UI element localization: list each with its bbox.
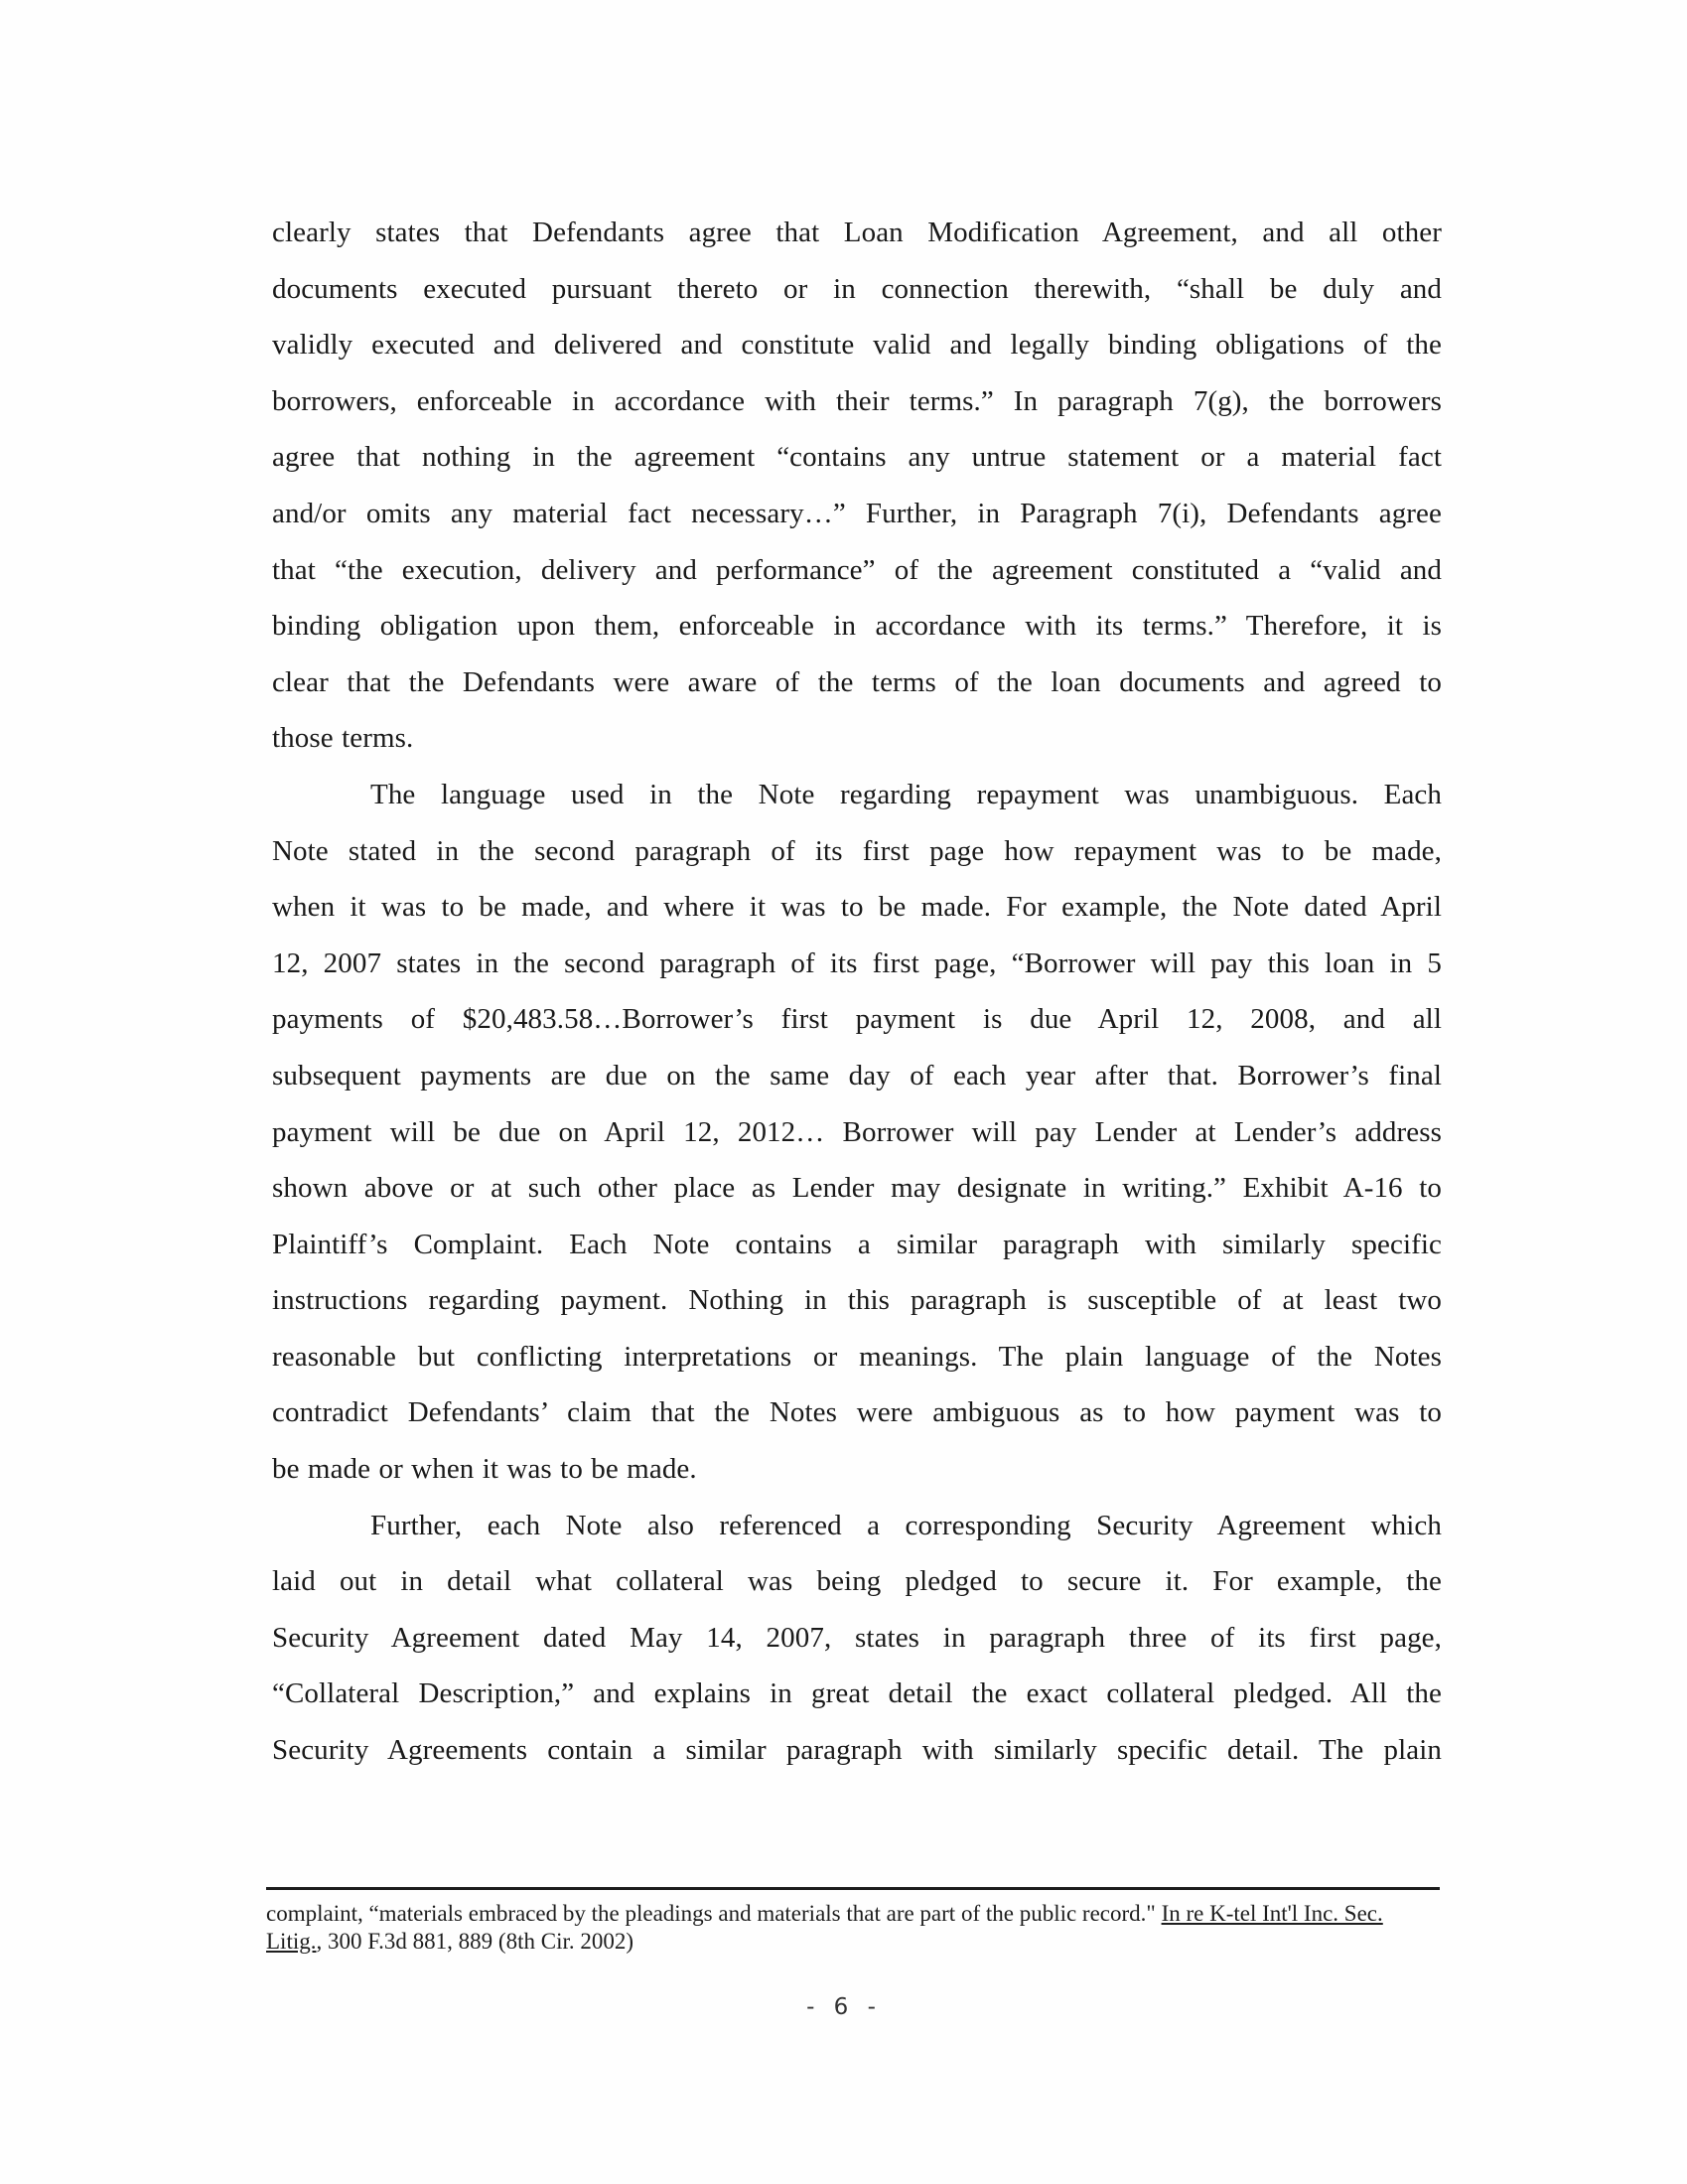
text-line: agree that nothing in the agreement “contains any untrue statement or a material fact bbox=[272, 441, 1442, 474]
text-line: reasonable but conflicting interpretations or meanings. The plain language of the Notes bbox=[272, 1340, 1442, 1373]
text-line: validly executed and delivered and constitute valid and legally binding obligations of the bbox=[272, 329, 1442, 362]
paragraph-security-agreement bbox=[272, 1498, 1442, 1779]
text-line: Security Agreements contain a similar paragraph with similarly specific detail. The plain bbox=[272, 1734, 1442, 1767]
text-line: shown above or at such other place as Lender may designate in writing.” Exhibit A-16 to bbox=[272, 1172, 1442, 1205]
text-line: 12, 2007 states in the second paragraph of its first page, “Borrower will pay this loan in 5 bbox=[272, 946, 1442, 979]
page-number: - 6 - bbox=[806, 1994, 882, 2020]
paragraph-continued bbox=[272, 205, 1442, 767]
text-line: instructions regarding payment. Nothing in this paragraph is susceptible of at least two bbox=[272, 1284, 1442, 1317]
text-line: those terms. bbox=[272, 722, 414, 755]
text-line: payment will be due on April 12, 2012… Borrower will pay Lender at Lender’s address bbox=[272, 1115, 1442, 1148]
text-line: that “the execution, delivery and performance” of the agreement constituted a “valid and bbox=[272, 553, 1442, 586]
footnote-divider bbox=[266, 1887, 1440, 1890]
footnote-citation: , 300 F.3d 881, 889 (8th Cir. 2002) bbox=[316, 1929, 634, 1954]
text-line: binding obligation upon them, enforceable in accordance with its terms.” Therefore, it is bbox=[272, 610, 1442, 643]
text-line: The language used in the Note regarding repayment was unambiguous. Each bbox=[370, 778, 1442, 810]
text-line: Plaintiff’s Complaint. Each Note contains a similar paragraph with similarly specific bbox=[272, 1228, 1442, 1260]
text-line: when it was to be made, and where it was to be made. For example, the Note dated April bbox=[272, 891, 1442, 924]
paragraph-note-language bbox=[272, 767, 1442, 1498]
footnote-text: complaint, “materials embraced by the pleadings and materials that are part of the public record." bbox=[266, 1901, 1162, 1926]
text-line: subsequent payments are due on the same day of each year after that. Borrower’s final bbox=[272, 1059, 1442, 1092]
text-line: Note stated in the second paragraph of its first page how repayment was to be made, bbox=[272, 834, 1442, 867]
footnote bbox=[266, 1900, 1418, 1956]
text-line: clear that the Defendants were aware of the terms of the loan documents and agreed to bbox=[272, 665, 1442, 698]
text-line: Further, each Note also referenced a corresponding Security Agreement which bbox=[370, 1509, 1442, 1541]
text-line: Security Agreement dated May 14, 2007, states in paragraph three of its first page, bbox=[272, 1621, 1442, 1654]
text-line: be made or when it was to be made. bbox=[272, 1453, 697, 1486]
body-text bbox=[272, 205, 1442, 1779]
footnote-case-name: In re K-tel Int'l Inc. Sec. Litig. bbox=[266, 1901, 1383, 1954]
text-line: payments of $20,483.58…Borrower’s first payment is due April 12, 2008, and all bbox=[272, 1003, 1442, 1036]
text-line: laid out in detail what collateral was being pledged to secure it. For example, the bbox=[272, 1565, 1442, 1598]
text-line: borrowers, enforceable in accordance with their terms.” In paragraph 7(g), the borrowers bbox=[272, 384, 1442, 417]
text-line: “Collateral Description,” and explains in great detail the exact collateral pledged. All the bbox=[272, 1677, 1442, 1710]
text-line: documents executed pursuant thereto or in connection therewith, “shall be duly and bbox=[272, 272, 1442, 305]
text-line: clearly states that Defendants agree that Loan Modification Agreement, and all other bbox=[272, 217, 1442, 248]
text-line: and/or omits any material fact necessary…” Further, in Paragraph 7(i), Defendants agree bbox=[272, 497, 1442, 529]
text-line: contradict Defendants’ claim that the Notes were ambiguous as to how payment was to bbox=[272, 1396, 1442, 1429]
